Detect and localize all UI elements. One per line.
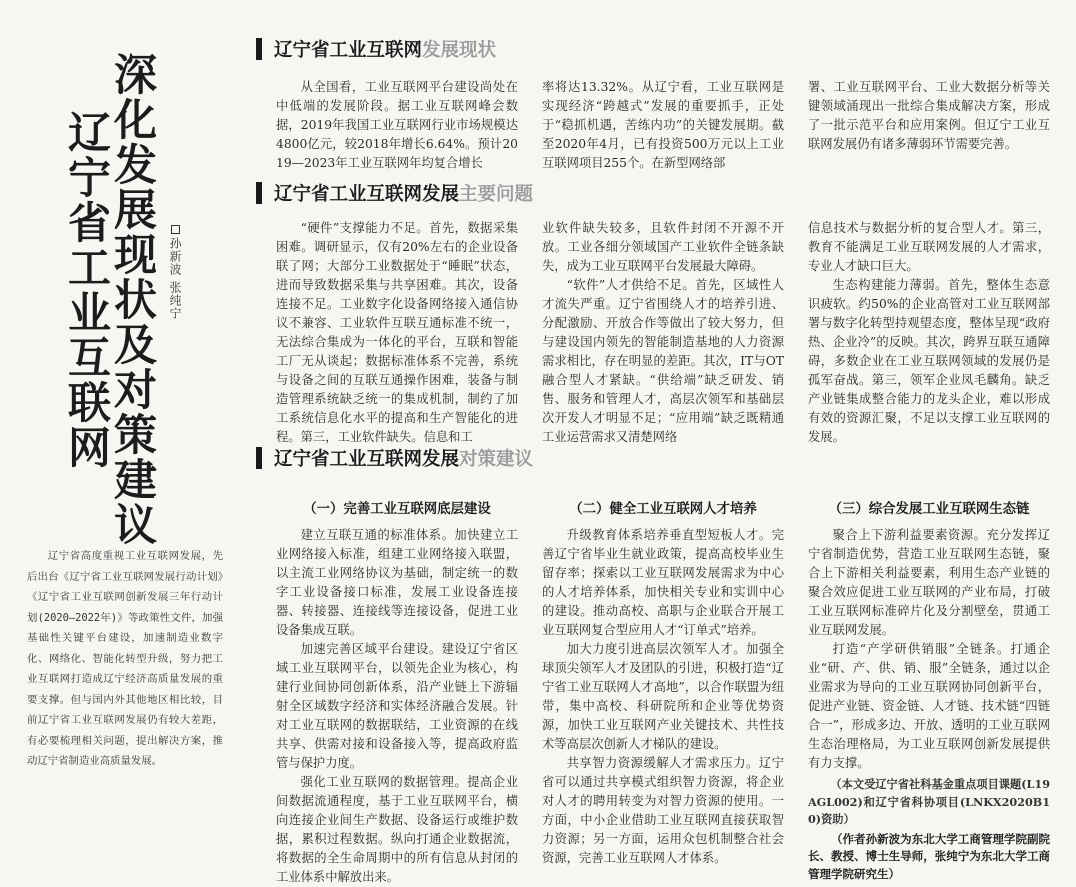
paragraph: 业软件缺失较多，且软件封闭不开源不开放。工业各细分领域国产工业软件全链条缺失，成为工业互联网平台发展最大障碍。 bbox=[542, 221, 784, 273]
section-heading-suggestions bbox=[256, 445, 533, 471]
paragraph: 升级教育体系培养垂直型短板人才。完善辽宁省毕业生就业政策，提高高校毕业生留存率；探索以工业互联网发展需求为中心的人才培养体系，加快相关专业和实训中心的建设。推动高校、高职与企业联合开展工业互联网复合型应用人才“订单式”培养。 bbox=[542, 528, 784, 637]
heading-bar-icon bbox=[256, 447, 262, 469]
subsection-title: （二）健全工业互联网人才培养 bbox=[569, 502, 757, 517]
paragraph: 率将达13.32%。从辽宁看，工业互联网是实现经济“跨越式”发展的重要抓手，正处于“稳抓机遇，苦练内功”的关键发展期。截至2020年4月，已有投资500万元以上工业互联网项目255个。在新型网络部 bbox=[542, 80, 784, 170]
section-heading-status bbox=[256, 36, 496, 62]
article-title-line-2: 辽宁省工业互联网 bbox=[61, 110, 111, 470]
heading-main: 辽宁省工业互联网发展 bbox=[274, 184, 460, 205]
text-column bbox=[276, 500, 518, 887]
paragraph: 打造“产学研供销服”全链条。打通企业“研、产、供、销、服”全链条，通过以企业需求为导向的工业互联网协同创新平台，促进产业链、资金链、人才链、技术链“四链合一”，形成多边、开放、透明的工业互联网生态治理格局，为工业互联网创新发展提供有力支撑。 bbox=[808, 642, 1050, 770]
paragraph: “软件”人才供给不足。首先，区域性人才流失严重。辽宁省围绕人才的培养引进、分配激励、开放合作等做出了较大努力，但与建设国内领先的智能制造基地的人力资源需求相比，存在明显的差距。其次，IT与OT融合型人才紧缺。“供给端”缺乏研发、销售、服务和管理人才，高层次领军和基础层次开发人才明显不足；“应用端”缺乏既精通工业运营需求又清楚网络 bbox=[542, 278, 784, 444]
text-column bbox=[542, 78, 784, 173]
section-status-body bbox=[276, 78, 1050, 173]
paragraph: “硬件”支撑能力不足。首先，数据采集困难。调研显示，仅有20%左右的企业设备联了网；大部分工业数据处于“睡眠”状态，进而导致数据采集与共享困难。其次，设备连接不足。工业数字化设备网络接入通信协议不兼容、工业软件互联互通标准不统一，无法综合集成为一体化的平台，互联和智能工厂无从谈起；数据标准体系不完善，系统与设备之间的互联互通操作困难，装备与制造管理系统缺乏统一的集成机制，制约了加工系统信息化水平的提高和生产智能化的进程。第三，工业软件缺失。信息和工 bbox=[276, 221, 518, 444]
heading-highlight: 主要问题 bbox=[459, 184, 534, 205]
text-column bbox=[276, 78, 518, 173]
lead-paragraph: 辽宁省高度重视工业互联网发展，先后出台《辽宁省工业互联网发展行动计划》《辽宁省工业互联网创新发展三年行动计划(2020—2022年)》等政策性文件，加强基础性关键平台建设，加速制造业数字化、网络化、智能化转型升级，努力把工业互联网打造成辽宁经济高质量发展的重要支撑。但与国内外其他地区相比较，目前辽宁省工业互联网发展仍有较大差距，有必要梳理相关问题，提出解决方案，推动辽宁省制造业高质量发展。 bbox=[27, 550, 223, 767]
text-column bbox=[542, 500, 784, 887]
subsection-title: （三）综合发展工业互联网生态链 bbox=[828, 502, 1030, 517]
heading-main: 辽宁省工业互联网 bbox=[274, 40, 423, 61]
byline bbox=[168, 225, 182, 320]
heading-bar-icon bbox=[256, 38, 262, 60]
subsection-title: （一）完善工业互联网底层建设 bbox=[303, 502, 491, 517]
text-column bbox=[808, 78, 1050, 173]
paragraph: 强化工业互联网的数据管理。提高企业间数据流通程度，基于工业互联网平台，横向连接企业间生产数据、设备运行或维护数据，累积过程数据。纵向打通企业数据流，将数据的全生命周期中的所有信息从封闭的工业体系中解放出来。 bbox=[276, 775, 518, 884]
paragraph: 信息技术与数据分析的复合型人才。第三，教育不能满足工业互联网发展的人才需求，专业人才缺口巨大。 bbox=[808, 221, 1050, 273]
funding-note: （本文受辽宁省社科基金重点项目课题(L19AGL002)和辽宁省科协项目(LNKX2020B10)资助） bbox=[808, 777, 1050, 826]
section-suggestions-body bbox=[276, 500, 1050, 887]
paragraph: 加大力度引进高层次领军人才。加强全球顶尖领军人才及团队的引进，积极打造“辽宁省工业互联网人才高地”，以合作联盟为纽带，集中高校、科研院所和企业等优势资源，加快工业互联网产业关键技术、共性技术等高层次创新人才梯队的建设。 bbox=[542, 642, 784, 751]
paragraph: 建立互联互通的标准体系。加快建立工业网络接入标准，组建工业网络接入联盟，以主流工业网络协议为基础，制定统一的数字工业设备接口标准，发展工业设备连接器、转接器、连接线等连接设备，促进工业设备集成互联。 bbox=[276, 528, 518, 637]
author-info: （作者孙新波为东北大学工商管理学院副院长、教授、博士生导师，张纯宁为东北大学工商管理学院研究生） bbox=[808, 831, 1050, 881]
heading-main: 辽宁省工业互联网发展 bbox=[274, 449, 460, 470]
section-heading-problems bbox=[256, 180, 533, 206]
square-bullet-icon bbox=[171, 225, 180, 234]
text-column bbox=[276, 219, 518, 447]
paragraph: 加速完善区域平台建设。建设辽宁省区域工业互联网平台，以领先企业为核心，构建行业间协同创新体系，沿产业链上下游辐射全区域数字经济和实体经济融合发展。针对工业互联网的数据联结，工业资源的在线共享、供需对接和设备接入等，提高政府监管与保护力度。 bbox=[276, 642, 518, 770]
text-column bbox=[808, 500, 1050, 887]
heading-bar-icon bbox=[256, 182, 262, 204]
byline-text: 孙新波 张纯宁 bbox=[168, 237, 182, 320]
paragraph: 生态构建能力薄弱。首先，整体生态意识疲软。约50%的企业高管对工业互联网部署与数字化转型持观望态度，整体呈现“政府热、企业冷”的反映。其次，跨界互联互通障碍，多数企业在工业互联网领域的发展仍是孤军奋战。第三，领军企业凤毛麟角。缺乏产业链集成整合能力的龙头企业，难以形成有效的资源汇聚，不足以支撑工业互联网的发展。 bbox=[808, 278, 1050, 444]
paragraph: 共享智力资源缓解人才需求压力。辽宁省可以通过共享模式组织智力资源，将企业对人才的聘用转变为对智力资源的使用。一方面，中小企业借助工业互联网直接获取智力资源；另一方面，运用众包机制整合社会资源，完善工业互联网人才体系。 bbox=[542, 756, 784, 865]
paragraph: 从全国看，工业互联网平台建设尚处在中低端的发展阶段。据工业互联网峰会数据，2019年我国工业互联网行业市场规模达4800亿元，较2018年增长6.64%。预计2019—2023年工业互联网年均复合增长 bbox=[276, 80, 518, 170]
text-column bbox=[542, 219, 784, 447]
paragraph: 署、工业互联网平台、工业大数据分析等关键领域涌现出一批综合集成解决方案，形成了一批示范平台和应用案例。但辽宁工业互联网发展仍有诸多薄弱环节需要完善。 bbox=[808, 80, 1050, 151]
heading-highlight: 对策建议 bbox=[459, 449, 534, 470]
section-problems-body bbox=[276, 219, 1050, 447]
heading-highlight: 发展现状 bbox=[422, 40, 497, 61]
paragraph: 聚合上下游利益要素资源。充分发挥辽宁省制造优势，营造工业互联网生态链，聚合上下游相关利益要素，利用生态产业链的聚合效应促进工业互联网的产业布局，打破工业互联网标准碎片化及分割壁垒，贯通工业互联网发展。 bbox=[808, 528, 1050, 637]
text-column bbox=[808, 219, 1050, 447]
article-title-line-1: 深化发展现状及对策建议 bbox=[107, 52, 157, 547]
